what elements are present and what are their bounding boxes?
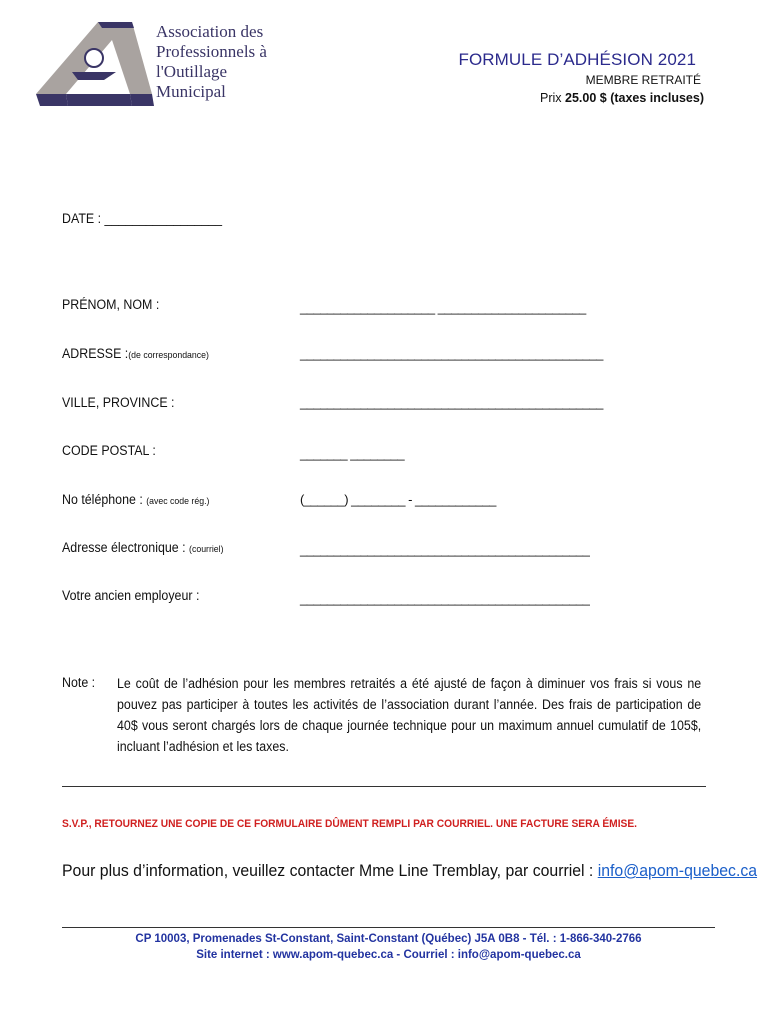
field-label: CODE POSTAL : [62,443,156,458]
name-blank[interactable]: ____________________ ______________________ [300,300,586,315]
form-subtitle: MEMBRE RETRAITÉ [585,73,701,87]
footer-web: Site internet : www.apom-quebec.ca - Courriel : info@apom-quebec.ca [196,949,581,961]
note-label: Note : [62,675,96,690]
contact-email-link[interactable]: info@apom-quebec.ca [597,861,758,880]
logo-triangle-icon [32,14,157,114]
logo-text [156,22,267,102]
field-note: (avec code rég.) [146,496,210,507]
footer [62,931,715,963]
date-field[interactable]: DATE : _________________ [62,211,222,226]
divider [62,786,706,787]
field-label: PRÉNOM, NOM : [62,297,160,312]
contact-text: Pour plus d’information, veuillez contacter Mme Line Tremblay, par courriel : [62,861,598,880]
city-province-label [62,395,175,410]
address-label [62,346,209,361]
form-title: FORMULE D’ADHÉSION 2021 [458,50,696,69]
name-label [62,297,159,312]
logo-line: Association des [156,22,264,41]
logo-line: Professionnels à [156,42,267,61]
former-employer-blank[interactable]: ___________________________________________ [300,591,590,606]
footer-divider [62,927,715,928]
phone-label [62,492,209,507]
contact-line [62,861,757,881]
phone-blank[interactable]: (______) ________ - ____________ [300,492,496,507]
field-label: ADRESSE : [62,346,129,361]
note-text: Le coût de l’adhésion pour les membres retraités a été ajusté de façon à diminuer vos frais si vous ne pouvez pas participer à toutes les activités de l’association durant l’année. Des frais de participation de 40$ vous seront chargés lors de chaque journée technique pour un maximum annuel cumulatif de 105$, incluant l’adhésion et les taxes. [117,676,702,754]
footer-address: CP 10003, Promenades St-Constant, Saint-Constant (Québec) J5A 0B8 - Tél. : 1-866-340-2766 [135,933,642,945]
email-label [62,540,224,555]
field-note: (courriel) [189,544,224,555]
field-label: No téléphone : [62,492,147,507]
price-line [540,91,704,105]
field-label: Votre ancien employeur : [62,588,200,603]
return-instructions: S.V.P., RETOURNEZ UNE COPIE DE CE FORMULAIRE DÛMENT REMPLI PAR COURRIEL. UNE FACTURE SERA ÉMISE. [62,818,638,830]
price-prefix: Prix [540,91,562,105]
logo-line: l'Outillage [156,62,228,81]
postal-code-blank[interactable]: _______ ________ [300,446,405,461]
former-employer-label [62,588,199,603]
postal-code-label [62,443,156,458]
address-blank[interactable]: _____________________________________________ [300,346,603,361]
field-label: Adresse électronique : [62,540,190,555]
field-note: (de correspondance) [128,350,209,361]
city-province-blank[interactable]: _____________________________________________ [300,395,603,410]
email-blank[interactable]: ___________________________________________ [300,542,590,557]
price-value: 25.00 $ (taxes incluses) [565,91,704,105]
logo-line: Municipal [156,82,226,101]
field-label: VILLE, PROVINCE : [62,395,175,410]
